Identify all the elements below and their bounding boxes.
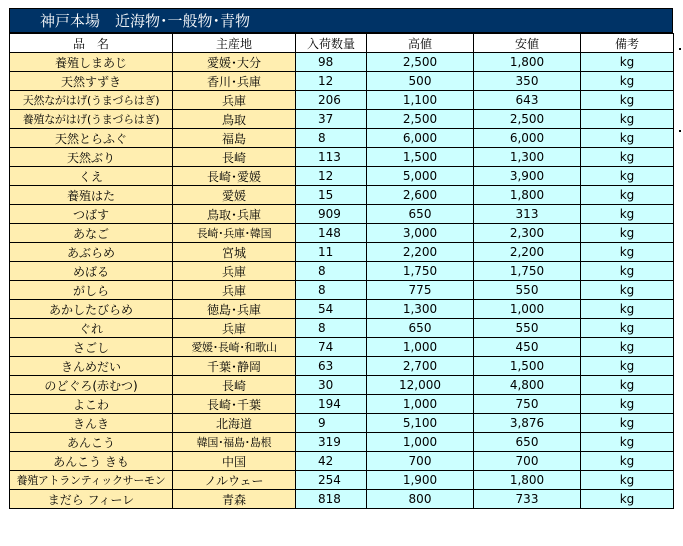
cell-name: 養殖アトランティックサーモン (10, 471, 173, 490)
cell-name: がしら (10, 281, 173, 300)
cell-high: 5,100 (367, 414, 474, 433)
cell-low: 6,000 (474, 129, 581, 148)
cell-origin: 長崎 (173, 148, 296, 167)
cell-name: さごし (10, 338, 173, 357)
cell-name: あんこう きも (10, 452, 173, 471)
cell-unit: kg (581, 490, 674, 509)
cell-high: 1,750 (367, 262, 474, 281)
cell-origin: 北海道 (173, 414, 296, 433)
cell-name: 養殖しまあじ (10, 53, 173, 72)
cell-origin: 宮城 (173, 243, 296, 262)
cell-low: 1,300 (474, 148, 581, 167)
cell-low: 3,876 (474, 414, 581, 433)
cell-qty: 15 (296, 186, 367, 205)
cell-low: 350 (474, 72, 581, 91)
price-sheet (9, 8, 673, 509)
cell-qty: 12 (296, 167, 367, 186)
cell-high: 2,500 (367, 110, 474, 129)
header-low: 安値 (474, 34, 581, 53)
cell-name: つばす (10, 205, 173, 224)
header-note: 備考 (581, 34, 674, 53)
cell-unit: kg (581, 395, 674, 414)
cell-origin: 兵庫 (173, 281, 296, 300)
cell-unit: kg (581, 262, 674, 281)
cell-name: のどぐろ(赤むつ) (10, 376, 173, 395)
cell-qty: 54 (296, 300, 367, 319)
cell-origin: 徳島･兵庫 (173, 300, 296, 319)
cell-origin: 長崎 (173, 376, 296, 395)
cell-name: くえ (10, 167, 173, 186)
header-row (10, 34, 674, 53)
cell-high: 775 (367, 281, 474, 300)
table-row (10, 129, 674, 148)
cell-name: 天然とらふぐ (10, 129, 173, 148)
cell-origin: 千葉･静岡 (173, 357, 296, 376)
cell-high: 12,000 (367, 376, 474, 395)
cell-name: あんこう (10, 433, 173, 452)
cell-high: 2,500 (367, 53, 474, 72)
cell-unit: kg (581, 148, 674, 167)
cell-low: 2,300 (474, 224, 581, 243)
header-high: 高値 (367, 34, 474, 53)
cell-high: 1,000 (367, 338, 474, 357)
cell-unit: kg (581, 338, 674, 357)
cell-high: 6,000 (367, 129, 474, 148)
table-row (10, 186, 674, 205)
cell-high: 650 (367, 319, 474, 338)
cell-qty: 909 (296, 205, 367, 224)
cell-high: 5,000 (367, 167, 474, 186)
cell-unit: kg (581, 72, 674, 91)
header-qty: 入荷数量 (296, 34, 367, 53)
cell-unit: kg (581, 167, 674, 186)
cell-qty: 148 (296, 224, 367, 243)
cell-unit: kg (581, 110, 674, 129)
cell-low: 2,500 (474, 110, 581, 129)
header-name: 品 名 (10, 34, 173, 53)
cell-name: あなご (10, 224, 173, 243)
cell-low: 450 (474, 338, 581, 357)
cell-qty: 98 (296, 53, 367, 72)
table-row (10, 224, 674, 243)
sheet-title: 神戸本場 近海物･一般物･青物 (9, 8, 673, 33)
cell-origin: 愛媛 (173, 186, 296, 205)
edge-mark (679, 48, 681, 50)
cell-low: 3,900 (474, 167, 581, 186)
cell-name: 天然ぶり (10, 148, 173, 167)
cell-qty: 74 (296, 338, 367, 357)
cell-origin: 青森 (173, 490, 296, 509)
cell-low: 700 (474, 452, 581, 471)
cell-qty: 194 (296, 395, 367, 414)
cell-unit: kg (581, 319, 674, 338)
cell-origin: 兵庫 (173, 262, 296, 281)
cell-high: 500 (367, 72, 474, 91)
table-row (10, 91, 674, 110)
table-row (10, 243, 674, 262)
cell-low: 1,800 (474, 53, 581, 72)
cell-unit: kg (581, 53, 674, 72)
cell-unit: kg (581, 224, 674, 243)
table-row (10, 357, 674, 376)
cell-name: きんき (10, 414, 173, 433)
cell-high: 700 (367, 452, 474, 471)
cell-low: 643 (474, 91, 581, 110)
cell-qty: 8 (296, 319, 367, 338)
cell-unit: kg (581, 376, 674, 395)
cell-unit: kg (581, 243, 674, 262)
cell-high: 1,900 (367, 471, 474, 490)
cell-low: 4,800 (474, 376, 581, 395)
cell-low: 1,800 (474, 186, 581, 205)
cell-name: まだら フィーレ (10, 490, 173, 509)
cell-name: めばる (10, 262, 173, 281)
cell-qty: 37 (296, 110, 367, 129)
cell-qty: 42 (296, 452, 367, 471)
cell-name: きんめだい (10, 357, 173, 376)
table-row (10, 471, 674, 490)
table-row (10, 262, 674, 281)
cell-unit: kg (581, 300, 674, 319)
cell-low: 1,500 (474, 357, 581, 376)
cell-unit: kg (581, 186, 674, 205)
cell-qty: 319 (296, 433, 367, 452)
cell-qty: 8 (296, 129, 367, 148)
cell-qty: 11 (296, 243, 367, 262)
table-row (10, 490, 674, 509)
cell-origin: 長崎･千葉 (173, 395, 296, 414)
cell-high: 800 (367, 490, 474, 509)
cell-high: 1,000 (367, 433, 474, 452)
cell-name: ぐれ (10, 319, 173, 338)
cell-low: 550 (474, 281, 581, 300)
cell-low: 650 (474, 433, 581, 452)
cell-qty: 30 (296, 376, 367, 395)
cell-unit: kg (581, 433, 674, 452)
cell-qty: 12 (296, 72, 367, 91)
cell-qty: 113 (296, 148, 367, 167)
cell-qty: 63 (296, 357, 367, 376)
cell-unit: kg (581, 414, 674, 433)
table-row (10, 110, 674, 129)
cell-unit: kg (581, 91, 674, 110)
cell-origin: 愛媛･長崎･和歌山 (173, 338, 296, 357)
cell-origin: 韓国･福島･島根 (173, 433, 296, 452)
cell-qty: 818 (296, 490, 367, 509)
table-row (10, 433, 674, 452)
cell-high: 1,100 (367, 91, 474, 110)
cell-unit: kg (581, 205, 674, 224)
table-row (10, 376, 674, 395)
cell-origin: 愛媛･大分 (173, 53, 296, 72)
cell-qty: 8 (296, 262, 367, 281)
cell-high: 1,000 (367, 395, 474, 414)
table-row (10, 338, 674, 357)
cell-name: 天然ながはげ(うまづらはぎ) (10, 91, 173, 110)
table-row (10, 414, 674, 433)
cell-low: 1,000 (474, 300, 581, 319)
cell-qty: 206 (296, 91, 367, 110)
edge-mark (679, 130, 681, 132)
cell-unit: kg (581, 471, 674, 490)
cell-low: 2,200 (474, 243, 581, 262)
cell-name: あかしたびらめ (10, 300, 173, 319)
cell-name: 養殖はた (10, 186, 173, 205)
cell-origin: 鳥取･兵庫 (173, 205, 296, 224)
cell-qty: 8 (296, 281, 367, 300)
cell-low: 1,800 (474, 471, 581, 490)
table-row (10, 53, 674, 72)
cell-unit: kg (581, 452, 674, 471)
cell-low: 733 (474, 490, 581, 509)
table-row (10, 300, 674, 319)
cell-high: 3,000 (367, 224, 474, 243)
cell-origin: 福島 (173, 129, 296, 148)
cell-qty: 254 (296, 471, 367, 490)
cell-unit: kg (581, 357, 674, 376)
cell-high: 2,600 (367, 186, 474, 205)
cell-name: 養殖ながはげ(うまづらはぎ) (10, 110, 173, 129)
cell-origin: 長崎･兵庫･韓国 (173, 224, 296, 243)
table-row (10, 452, 674, 471)
cell-high: 1,300 (367, 300, 474, 319)
header-origin: 主産地 (173, 34, 296, 53)
cell-unit: kg (581, 129, 674, 148)
cell-low: 550 (474, 319, 581, 338)
price-table (9, 33, 674, 509)
cell-high: 650 (367, 205, 474, 224)
cell-name: よこわ (10, 395, 173, 414)
cell-origin: 兵庫 (173, 91, 296, 110)
table-row (10, 319, 674, 338)
table-row (10, 72, 674, 91)
cell-origin: 中国 (173, 452, 296, 471)
cell-origin: 兵庫 (173, 319, 296, 338)
table-row (10, 281, 674, 300)
cell-high: 2,700 (367, 357, 474, 376)
table-row (10, 205, 674, 224)
table-row (10, 167, 674, 186)
cell-name: あぶらめ (10, 243, 173, 262)
cell-high: 1,500 (367, 148, 474, 167)
cell-low: 750 (474, 395, 581, 414)
cell-low: 313 (474, 205, 581, 224)
cell-unit: kg (581, 281, 674, 300)
cell-origin: 鳥取 (173, 110, 296, 129)
cell-name: 天然すずき (10, 72, 173, 91)
table-row (10, 395, 674, 414)
cell-qty: 9 (296, 414, 367, 433)
cell-origin: 長崎･愛媛 (173, 167, 296, 186)
cell-high: 2,200 (367, 243, 474, 262)
cell-origin: ノルウェー (173, 471, 296, 490)
cell-low: 1,750 (474, 262, 581, 281)
table-row (10, 148, 674, 167)
cell-origin: 香川･兵庫 (173, 72, 296, 91)
